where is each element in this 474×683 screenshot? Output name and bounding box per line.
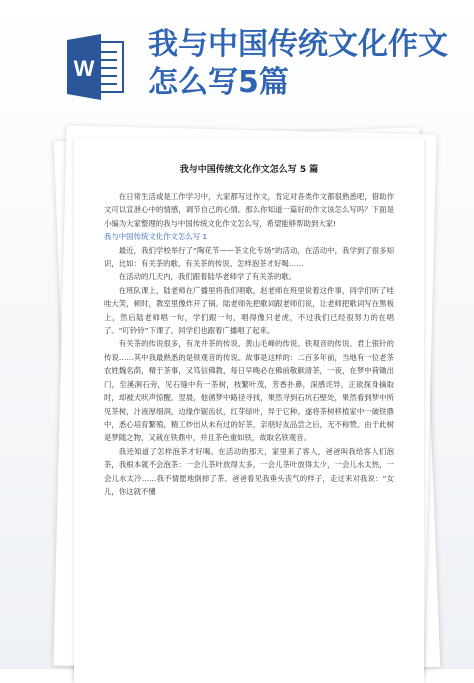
document-title: 我与中国传统文化作文怎么写 5 篇 bbox=[179, 165, 319, 175]
section-subtitle: 我与中国传统文化作文怎么写 1 bbox=[104, 232, 208, 242]
body-paragraph: 我还知道了怎样泡茶才好喝。在活动的那天，家里来了客人，爸爸叫我给客人们泡茶，我根本就不会泡茶：一会儿茶叶放得太多，一会儿茶叶放得太少，一会儿水太热，一会儿水太冷……我不情愿地倒掉了茶。爸爸看见我垂头丧气的样子，走过来对我说：“女儿，你这就不懂 bbox=[104, 446, 394, 496]
header-banner bbox=[0, 0, 474, 115]
document-page bbox=[74, 138, 424, 683]
body-paragraph: 在班队课上，陆老师在广播里将我们唱歌，赵老师在班里说着这件事，同学们听了哇哇大笑，顿时，教室里像炸开了锅。陆老师先把歌词跟老师们说，让老师把歌词写在黑板上，然后陆老师唱一句，学们跟一句，唱得像只老虎，不过我们已经很努力的在唱了。“叮铃铃”下课了，同学们也跟着广播唱了起来。 bbox=[104, 285, 394, 336]
intro-paragraph: 在日常生活或是工作学习中，大家都写过作文，肯定对各类作文都很熟悉吧，借助作文可以宣泄心中的情感，调节自己的心情。那么你知道一篇好的作文该怎么写吗？下面是小编为大家整理的我与中国传统文化作文怎么写，希望能够帮助到大家! bbox=[104, 192, 394, 228]
page-title: 我与中国传统文化作文怎么写5篇 bbox=[148, 27, 448, 100]
body-paragraph: 最近，我们学校举行了“陶花节——茶文化专场”的活动，在活动中，我学到了很多知识，比如：有关茶的歌、有关茶的传说、怎样泡茶才好喝…… bbox=[104, 245, 394, 269]
word-document-icon bbox=[67, 34, 125, 100]
body-paragraph: 有关茶的传说很多，有龙井茶的传说、黄山毛峰的传说、铁观音的传说、君上银针的传说……其中我最熟悉的是铁观音的传说。故事是这样的：二百多年前，当地有一位老茶农姓魏名荫，精于茶事，又笃信佛教，每日早晚必在佛前敬献清茶，一夜，在梦中荷锄出门，至溪涧石旁，见石缝中有一茶树，枝繁叶茂，芳香扑鼻，深感诧异，正欲探身摘取时，却被犬吠声惊醒。翌晨，他循梦中路径寻找，果然寻到石坑石壁处，果然看到梦中所见茶树，汁液厚细润，边缘作锯齿状，红芽绿叶，异于它种。遂将茶树移植家中一破铁鼎中，悉心培育繁殖，精工炒出从未有过的好茶，亲朋好友品尝之后，无不称赞。由于此树是梦随之物，又栽在铁鼎中，并且茶色重如铁，故取名铁观音。 bbox=[104, 339, 394, 443]
body-paragraph: 在活动的几天内，我们跟着陆华老师学了有关茶的歌。 bbox=[118, 272, 297, 282]
word-icon-letter: W bbox=[73, 56, 95, 81]
document-preview bbox=[58, 124, 434, 669]
